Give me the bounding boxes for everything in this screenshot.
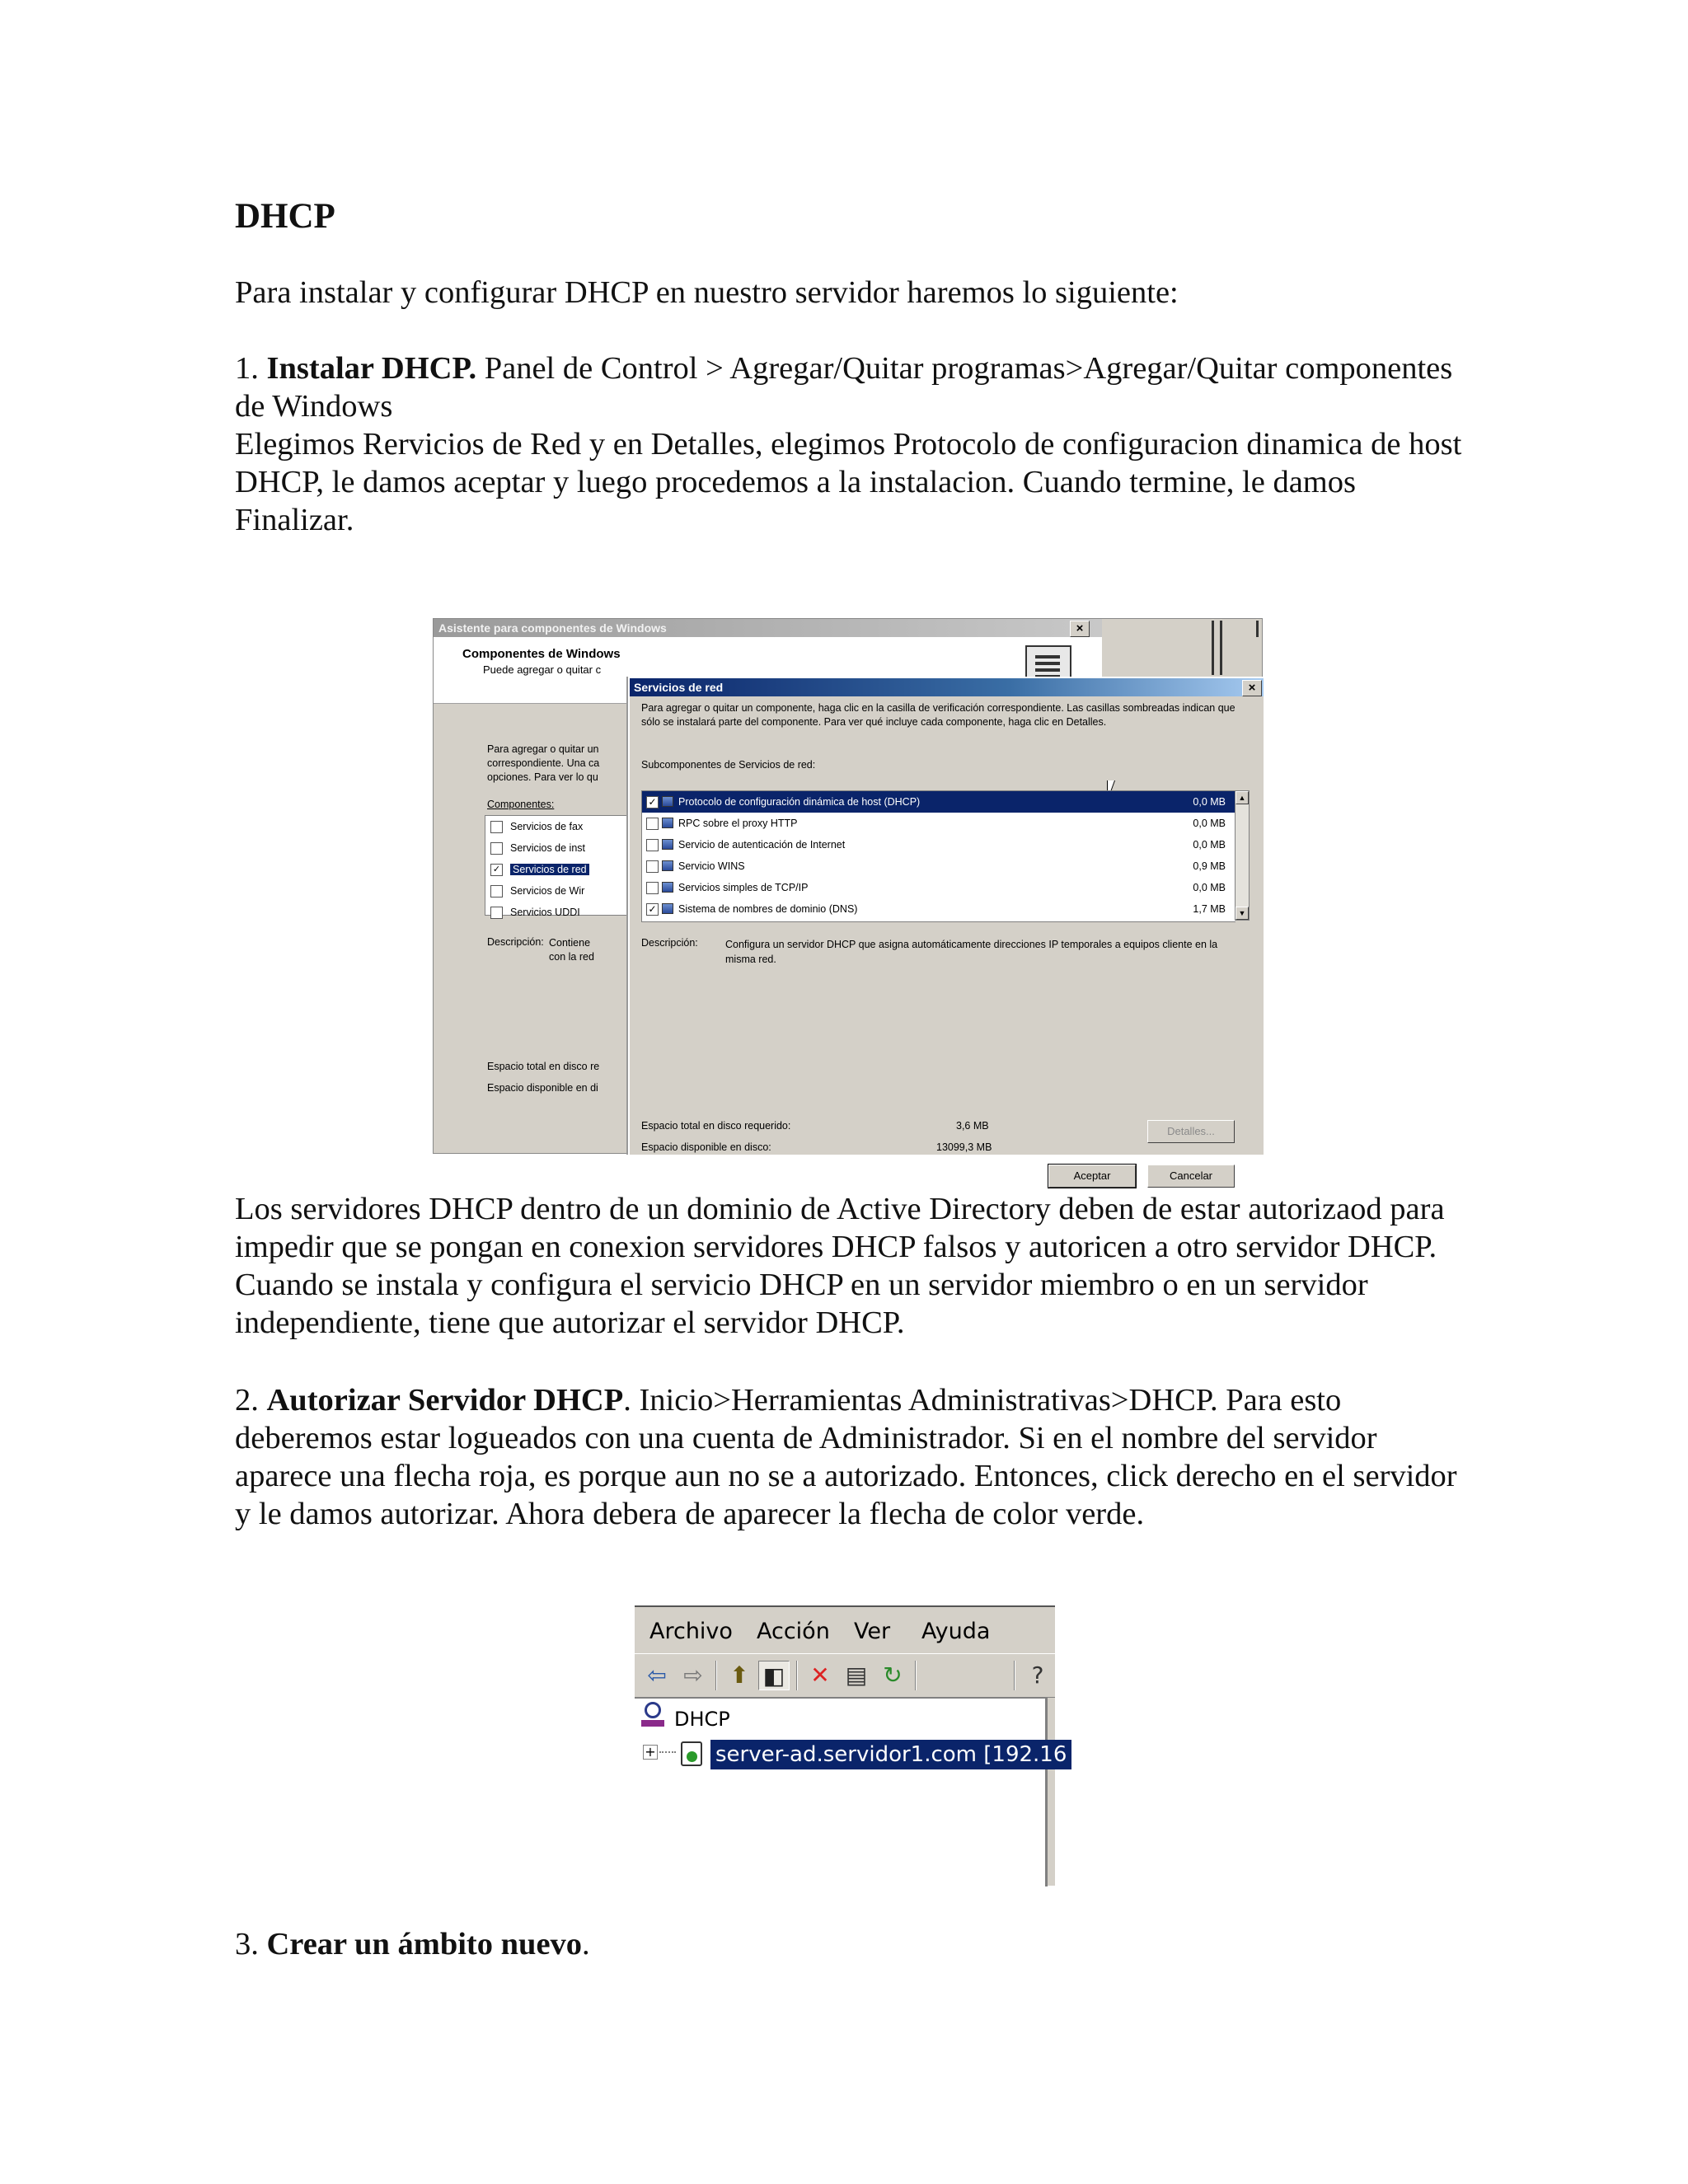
subcomponents-label: Subcomponentes de Servicios de red: — [641, 759, 816, 771]
scroll-down-icon[interactable]: ▼ — [1236, 907, 1249, 920]
components-label: Componentes: — [487, 799, 555, 810]
component-row[interactable]: Servicios UDDI — [485, 902, 650, 923]
network-service-icon — [662, 882, 673, 893]
help-icon[interactable]: ? — [1031, 1661, 1044, 1689]
checkbox-checked[interactable]: ✓ — [646, 903, 659, 916]
subcomponent-row[interactable]: RPC sobre el proxy HTTP 0,0 MB — [642, 813, 1236, 834]
network-service-icon — [662, 818, 673, 828]
forward-arrow-icon[interactable]: ⇨ — [683, 1661, 703, 1689]
dhcp-console-screenshot — [635, 1605, 1067, 1886]
step2-heading: Autorizar Servidor DHCP — [266, 1383, 624, 1418]
step3-number: 3. — [235, 1927, 259, 1961]
checkbox[interactable] — [490, 842, 503, 855]
tree-root-dhcp[interactable]: DHCP — [674, 1708, 730, 1731]
back-arrow-icon[interactable]: ⇦ — [647, 1661, 667, 1689]
components-list[interactable] — [485, 815, 651, 916]
step2-body: . Inicio>Herramientas Administrativas>DHCP. Para esto deberemos estar logueados con una cuenta de Administrador. Si en el nombre del servidor aparece una flecha roja, es porque aun no se a autorizado. Entonces, click derecho en el servidor y le damos autorizar. Ahora debera de aparecer la flecha de color verde. — [235, 1383, 1457, 1531]
step1-path: Panel de Control > Agregar/Quitar programas>Agregar/Quitar componentes de Windows — [235, 351, 1453, 424]
component-row[interactable]: Servicios de Wir — [485, 880, 650, 902]
step1-body: Elegimos Rervicios de Red y en Detalles, elegimos Protocolo de configuracion dinamica de host DHCP, le damos aceptar y luego procedemos a la instalacion. Cuando termine, le damos Finalizar. — [235, 427, 1462, 537]
subcomponent-row[interactable]: ✓ Sistema de nombres de dominio (DNS) 1,7 MB — [642, 898, 1236, 920]
space-available-value: 13099,3 MB — [936, 1141, 992, 1153]
subcomponents-list[interactable] — [641, 790, 1236, 922]
checkbox[interactable] — [490, 821, 503, 833]
component-row-selected[interactable]: ✓ Servicios de red — [485, 859, 650, 880]
subcomponent-row[interactable]: Servicios simples de TCP/IP 0,0 MB — [642, 877, 1236, 898]
list-scrollbar[interactable] — [1235, 790, 1250, 921]
console-tree — [635, 1698, 1067, 1886]
checkbox[interactable] — [646, 860, 659, 873]
checkbox[interactable] — [646, 818, 659, 830]
toolbar-separator — [1014, 1661, 1015, 1690]
checkbox[interactable] — [490, 885, 503, 898]
wizard-space-available: Espacio disponible en di — [487, 1082, 598, 1094]
wizard-close-button[interactable]: × — [1070, 621, 1090, 637]
subcomponent-row[interactable]: Servicio WINS 0,9 MB — [642, 855, 1236, 877]
menu-accion[interactable]: Acción — [757, 1619, 830, 1644]
dialog-description-label: Descripción: — [641, 937, 698, 949]
network-service-icon — [662, 796, 673, 807]
window-edge — [1208, 619, 1262, 677]
dialog-description-text: Configura un servidor DHCP que asigna automáticamente direcciones IP temporales a equipos cliente en la misma red. — [725, 939, 1218, 965]
step1-paragraph — [235, 349, 1471, 539]
authorization-text: Los servidores DHCP dentro de un dominio de Active Directory deben de estar autorizaod para impedir que se pongan en conexion servidores DHCP falsos y autoricen a otro servidor DHCP. Cuando se instala y configura el servicio DHCP en un servidor miembro o en un servidor independiente, tiene que autorizar el servidor DHCP. — [235, 1192, 1445, 1340]
dialog-intro: Para agregar o quitar un componente, haga clic en la casilla de verificación correspondiente. Las casillas sombreadas indican que sólo se instalará parte del componente. Para ver qué incluye cada componente, haga clic en Detalles. — [641, 702, 1236, 728]
step3-suffix: . — [582, 1927, 590, 1961]
expand-icon[interactable]: + — [643, 1745, 658, 1760]
properties-icon[interactable]: ▤ — [845, 1661, 868, 1689]
component-row[interactable]: Servicios de fax — [485, 816, 650, 837]
step1-number: 1. — [235, 351, 259, 386]
menu-ver[interactable]: Ver — [854, 1619, 891, 1644]
step2-number: 2. — [235, 1383, 259, 1418]
wizard-instructions: Para agregar o quitar un correspondiente. Una ca opciones. Para ver lo qu — [487, 743, 600, 783]
scroll-up-icon[interactable]: ▲ — [1236, 791, 1249, 804]
space-required-label: Espacio total en disco requerido: — [641, 1120, 791, 1132]
subcomponent-row[interactable]: Servicio de autenticación de Internet 0,0 MB — [642, 834, 1236, 855]
toolbar — [635, 1653, 1055, 1698]
ok-button[interactable]: Aceptar — [1048, 1165, 1136, 1188]
menu-ayuda[interactable]: Ayuda — [921, 1619, 991, 1644]
wizard-header-subtitle: Puede agregar o quitar c — [483, 663, 602, 676]
checkbox[interactable] — [646, 882, 659, 894]
intro-text: Para instalar y configurar DHCP en nuestro servidor haremos lo siguiente: — [235, 275, 1179, 310]
refresh-icon[interactable]: ↻ — [883, 1661, 903, 1689]
show-hide-tree-icon[interactable]: ◧ — [758, 1661, 790, 1690]
network-services-dialog — [628, 677, 1264, 1182]
toolbar-separator — [915, 1661, 917, 1690]
cancel-button[interactable]: Cancelar — [1147, 1165, 1235, 1188]
wizard-titlebar: Asistente para componentes de Windows — [434, 619, 1102, 637]
wizard-description-text: Contiene con la red — [549, 937, 594, 963]
document-title: DHCP — [235, 197, 335, 236]
wizard-header-title: Componentes de Windows — [462, 647, 621, 661]
details-button[interactable]: Detalles... — [1147, 1120, 1235, 1143]
up-folder-icon[interactable]: ⬆ — [729, 1661, 749, 1689]
step3-heading: Crear un ámbito nuevo — [266, 1927, 583, 1961]
authorization-paragraph — [235, 1190, 1471, 1342]
dhcp-root-icon — [640, 1702, 668, 1728]
server-icon — [681, 1741, 702, 1766]
menu-bar — [635, 1605, 1055, 1655]
network-service-icon — [662, 903, 673, 914]
wizard-space-required: Espacio total en disco re — [487, 1061, 600, 1072]
toolbar-separator — [715, 1661, 717, 1690]
network-service-icon — [662, 839, 673, 850]
space-required-value: 3,6 MB — [956, 1120, 989, 1132]
tree-server-node[interactable]: server-ad.servidor1.com [192.16 — [710, 1740, 1071, 1769]
step2-paragraph — [235, 1381, 1471, 1533]
component-row[interactable]: Servicios de inst — [485, 837, 650, 859]
network-service-icon — [662, 860, 673, 871]
checkbox-checked[interactable]: ✓ — [490, 864, 503, 876]
delete-icon[interactable]: ✕ — [810, 1661, 830, 1689]
tree-connector — [659, 1751, 676, 1753]
checkbox[interactable] — [646, 839, 659, 851]
wizard-description-label: Descripción: — [487, 936, 544, 948]
step3-paragraph — [235, 1925, 1471, 1963]
intro-paragraph — [235, 274, 1471, 312]
space-available-label: Espacio disponible en disco: — [641, 1141, 771, 1153]
subcomponent-row-selected[interactable]: ✓ Protocolo de configuración dinámica de host (DHCP) 0,0 MB — [642, 791, 1236, 813]
menu-archivo[interactable]: Archivo — [649, 1619, 733, 1644]
step1-heading: Instalar DHCP. — [266, 351, 477, 386]
checkbox-checked[interactable]: ✓ — [646, 796, 659, 808]
dialog-titlebar: Servicios de red — [630, 678, 1264, 696]
toolbar-separator — [796, 1661, 798, 1690]
windows-components-screenshot — [433, 618, 1263, 1182]
dialog-close-button[interactable]: × — [1242, 680, 1262, 696]
checkbox[interactable] — [490, 907, 503, 919]
